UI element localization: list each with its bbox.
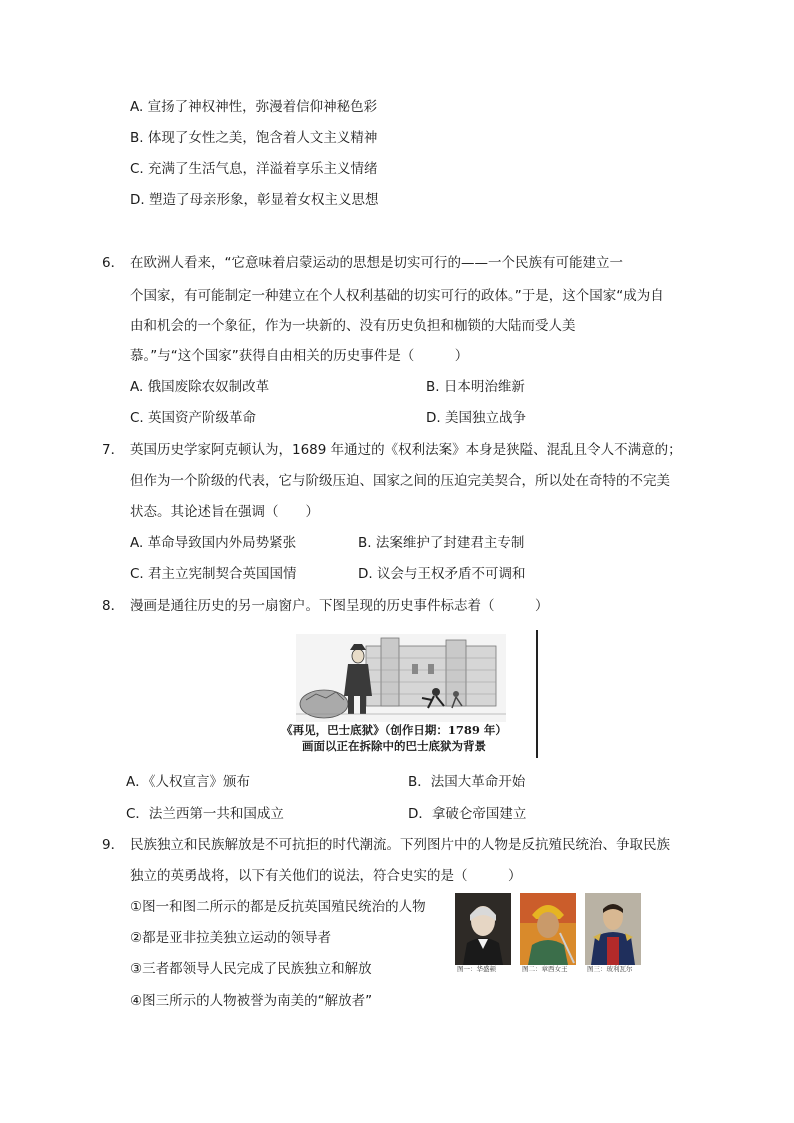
q6-stem-line-3: 由和机会的一个象征，作为一块新的、没有历史负担和枷锁的大陆而受人美 xyxy=(130,318,576,334)
q8-option-d: D．拿破仑帝国建立 xyxy=(408,806,527,822)
q6-option-a: A. 俄国废除农奴制改革 xyxy=(130,379,270,395)
bastille-cartoon-image xyxy=(296,634,506,722)
q7-stem-line-2: 但作为一个阶级的代表，它与阶级压迫、国家之间的压迫完美契合，所以处在奇特的不完美 xyxy=(130,473,670,489)
q6-stem-line-4: 慕。”与“这个国家”获得自由相关的历史事件是（ ） xyxy=(130,348,469,364)
q7-stem-line-3: 状态。其论述旨在强调（ ） xyxy=(130,504,319,520)
q5-option-b: B. 体现了女性之美，饱含着人文主义精神 xyxy=(130,130,378,146)
q8-number: 8． xyxy=(102,598,125,614)
q6-option-d: D. 美国独立战争 xyxy=(426,410,526,426)
q8-option-c: C．法兰西第一共和国成立 xyxy=(126,806,284,822)
q8-option-b: B．法国大革命开始 xyxy=(408,774,526,790)
cartoon-caption-title: 《再见，巴士底狱》（创作日期：1789 年） xyxy=(281,723,507,737)
portrait-caption-3: 图三：玻利瓦尔 xyxy=(587,965,633,973)
q6-option-c: C. 英国资产阶级革命 xyxy=(130,410,257,426)
q9-statement-4: ④图三所示的人物被誉为南美的“解放者” xyxy=(130,993,373,1009)
q8-stem: 漫画是通往历史的另一扇窗户。下图呈现的历史事件标志着（ ） xyxy=(130,598,549,614)
q9-statement-2: ②都是亚非拉美独立运动的领导者 xyxy=(130,930,332,946)
q8-option-a: A．《人权宣言》颁布 xyxy=(126,774,250,790)
q6-option-b: B. 日本明治维新 xyxy=(426,379,525,395)
portrait-washington xyxy=(455,893,511,965)
q5-option-d: D. 塑造了母亲形象，彰显着女权主义思想 xyxy=(130,192,379,208)
q7-option-a: A. 革命导致国内外局势紧张 xyxy=(130,535,297,551)
q7-stem-line-1: 英国历史学家阿克顿认为，1689 年通过的《权利法案》本身是狭隘、混乱且令人不满意的； xyxy=(130,442,682,458)
q7-option-d: D. 议会与王权矛盾不可调和 xyxy=(358,566,526,582)
portrait-caption-2: 图二：章西女王 xyxy=(522,965,568,973)
cartoon-caption-note: 画面以正在拆除中的巴士底狱为背景 xyxy=(302,739,486,753)
q5-option-c: C. 充满了生活气息，洋溢着享乐主义情绪 xyxy=(130,161,378,177)
portrait-caption-1: 图一：华盛顿 xyxy=(457,965,496,973)
q7-option-c: C. 君主立宪制契合英国国情 xyxy=(130,566,297,582)
bastille-cartoon xyxy=(258,630,538,758)
q6-number: 6． xyxy=(102,255,125,271)
q7-option-b: B. 法案维护了封建君主专制 xyxy=(358,535,525,551)
q9-stem-line-1: 民族独立和民族解放是不可抗拒的时代潮流。下列图片中的人物是反抗殖民统治、争取民族 xyxy=(130,837,670,853)
q7-number: 7． xyxy=(102,442,125,458)
q9-statement-1: ①图一和图二所示的都是反抗英国殖民统治的人物 xyxy=(130,899,426,915)
cartoon-border-line xyxy=(536,630,538,758)
q9-number: 9． xyxy=(102,837,125,853)
portrait-rani-of-jhansi xyxy=(520,893,576,965)
q6-stem-line-2: 个国家，有可能制定一种建立在个人权利基础的切实可行的政体。”于是，这个国家“成为自 xyxy=(130,288,664,304)
q5-option-a: A. 宣扬了神权神性，弥漫着信仰神秘色彩 xyxy=(130,99,378,115)
portrait-bolivar xyxy=(585,893,641,965)
q9-stem-line-2: 独立的英勇战将，以下有关他们的说法，符合史实的是（ ） xyxy=(130,868,522,884)
q9-statement-3: ③三者都领导人民完成了民族独立和解放 xyxy=(130,961,372,977)
q6-stem-line-1: 在欧洲人看来，“它意味着启蒙运动的思想是切实可行的——一个民族有可能建立一 xyxy=(130,255,623,271)
